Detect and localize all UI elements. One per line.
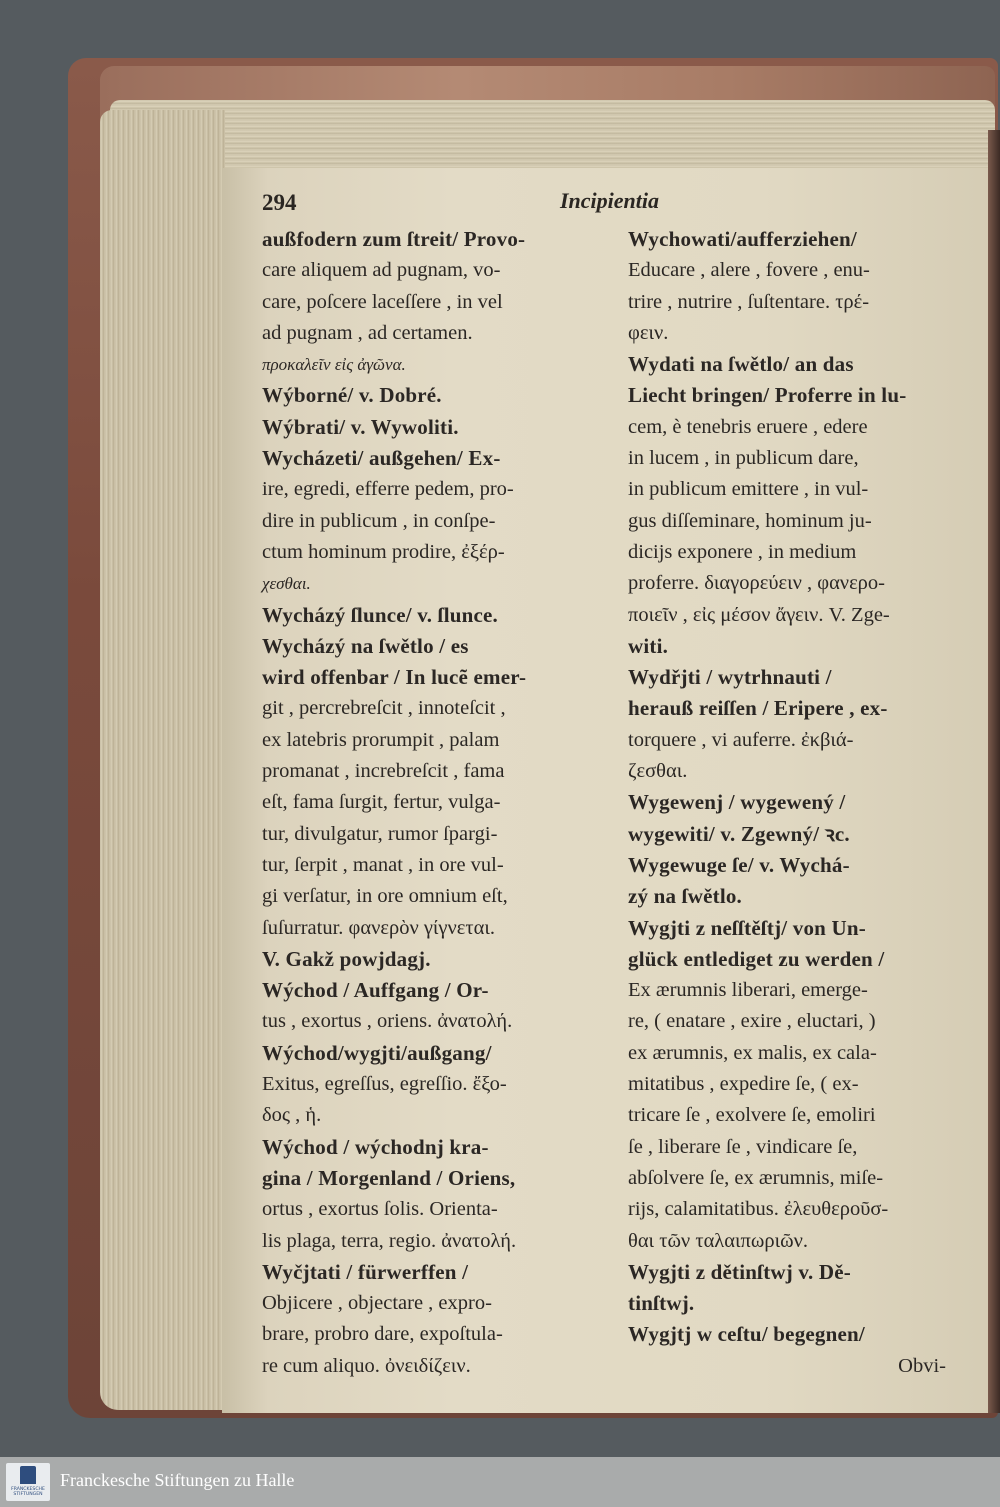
text-line: in lucem , in publicum dare, (628, 447, 859, 470)
text-line: außfodern zum ſtreit/ Provo- (262, 227, 526, 251)
text-line: ire, egredi, efferre pedem, pro- (262, 478, 514, 501)
text-line: Wýchod/wygjti/außgang/ (262, 1040, 492, 1065)
text-line: ποιεῖν , εἰς μέσον ἄγειν. V. Zge- (628, 603, 890, 626)
text-line: gina / Morgenland / Oriens, (262, 1165, 516, 1190)
text-line: Wýborné/ v. Dobré. (262, 383, 442, 408)
text-line: cem, è tenebris eruere , edere (628, 415, 868, 438)
text-line: θαι τῶν ταλαιπωριῶν. (628, 1229, 808, 1252)
text-line: V. Gakž powjdagj. (262, 946, 431, 971)
text-line: Liecht bringen/ Proferre in lu- (628, 383, 907, 408)
page-stack-edge (110, 100, 995, 170)
text-line: Wychowati/aufferziehen/ (628, 227, 857, 251)
text-line: dicijs exponere , in medium (628, 540, 857, 563)
text-line: glück entlediget zu werden / (628, 946, 885, 971)
text-line: care aliquem ad pugnam, vo- (262, 259, 501, 282)
text-line: ortus , exortus ſolis. Orienta- (262, 1198, 498, 1221)
text-line: χεσθαι. (262, 574, 311, 594)
text-line: Ex ærumnis liberari, emerge- (628, 979, 868, 1002)
footer-label: Franckesche Stiftungen zu Halle (60, 1470, 295, 1490)
text-line: Wygewuge ſe/ v. Wychá- (628, 852, 850, 877)
left-column (262, 224, 622, 1382)
text-line: mitatibus , expedire ſe, ( ex- (628, 1073, 859, 1096)
text-line: promanat , increbreſcit , fama (262, 760, 505, 783)
text-line: Wygewenj / wygewený / (628, 790, 846, 815)
text-line: brare, probro dare, expoſtula- (262, 1323, 503, 1346)
text-line: tricare ſe , exolvere ſe, emoliri (628, 1104, 876, 1127)
text-line: φειν. (628, 321, 669, 344)
text-line: ſuſurratur. φανερὸν γίγνεται. (262, 916, 495, 939)
text-line: ex latebris prorumpit , palam (262, 728, 500, 751)
text-line: re cum aliquo. ὀνειδίζειν. (262, 1354, 471, 1377)
institution-logo[interactable] (6, 1463, 50, 1501)
text-line: tinſtwj. (628, 1291, 695, 1316)
text-line: ζεσθαι. (628, 760, 688, 783)
book-fore-edge (100, 110, 225, 1410)
text-line: ſe , liberare ſe , vindicare ſe, (628, 1135, 858, 1158)
text-line: ctum hominum prodire, ἐξέρ- (262, 540, 505, 563)
text-line: Objicere , objectare , expro- (262, 1292, 492, 1315)
text-line: Wycházý ſlunce/ v. ſlunce. (262, 602, 499, 627)
text-line: Wydati na ſwětlo/ an das (628, 352, 854, 377)
text-line: δος , ἡ. (262, 1104, 322, 1127)
text-line: git , percrebreſcit , innoteſcit , (262, 697, 506, 720)
text-line: tur, divulgatur, rumor ſpargi- (262, 822, 498, 845)
footer-bar (0, 1457, 1000, 1507)
text-line: wygewiti/ v. Zgewný/ ꝛc. (628, 821, 850, 846)
logo-text: FRANCKESCHE STIFTUNGEN (11, 1487, 45, 1498)
text-line: Wycházeti/ außgehen/ Ex- (262, 446, 501, 471)
text-line: Wýbrati/ v. Wywoliti. (262, 414, 459, 439)
running-head: Incipientia (560, 188, 660, 213)
text-line: wird offenbar / In lucẽ emer- (262, 665, 527, 690)
text-line: ad pugnam , ad certamen. (262, 321, 473, 344)
text-line: tus , exortus , oriens. ἀνατολή. (262, 1010, 513, 1033)
text-line: lis plaga, terra, regio. ἀνατολή. (262, 1229, 517, 1252)
text-line: Obvi- (898, 1354, 946, 1377)
text-line: Wyčjtati / fürwerffen / (262, 1259, 469, 1284)
text-line: Wygjtj w ceſtu/ begegnen/ (628, 1322, 865, 1347)
text-line: Wygjti z neſſtěſtj/ von Un- (628, 915, 866, 940)
book-gutter (988, 130, 1000, 1413)
text-line: witi. (628, 633, 669, 658)
text-line: rijs, calamitatibus. ἐλευθεροῦσ- (628, 1198, 889, 1221)
text-line: προκαλεῖν εἰς ἀγῶνα. (262, 355, 406, 375)
text-line: abſolvere ſe, ex ærumnis, miſe- (628, 1166, 884, 1189)
page-number: 294 (262, 190, 297, 215)
text-line: Wycházý na ſwětlo / es (262, 633, 469, 658)
text-line: dire in publicum , in conſpe- (262, 509, 496, 532)
text-line: care, poſcere laceſſere , in vel (262, 290, 503, 313)
text-line: Educare , alere , fovere , enu- (628, 259, 870, 282)
text-line: proferre. διαγορεύειν , φανερο- (628, 572, 885, 595)
text-line: in publicum emittere , in vul- (628, 478, 869, 501)
text-line: trire , nutrire , ſuſtentare. τρέ- (628, 290, 870, 313)
text-line: Wygjti z dětinſtwj v. Dě- (628, 1259, 851, 1284)
text-line: Wydřjti / wytrhnauti / (628, 665, 832, 690)
text-line: zý na ſwětlo. (628, 884, 742, 909)
text-line: gi verſatur, in ore omnium eſt, (262, 885, 508, 908)
text-line: tur, ſerpit , manat , in ore vul- (262, 853, 504, 876)
text-line: herauß reiſſen / Eripere , ex- (628, 696, 888, 721)
right-column (628, 224, 976, 1382)
text-line: Wýchod / wýchodnj kra- (262, 1134, 489, 1159)
text-line: re, ( enatare , exire , eluctari, ) (628, 1010, 876, 1033)
text-line: torquere , vi auferre. ἐκβιά- (628, 728, 854, 751)
text-line: ex ærumnis, ex malis, ex cala- (628, 1041, 877, 1064)
text-line: gus diſſeminare, hominum ju- (628, 509, 872, 532)
text-line: Wýchod / Auffgang / Or- (262, 978, 489, 1003)
text-line: eſt, fama ſurgit, fertur, vulga- (262, 791, 501, 814)
text-line: Exitus, egreſſus, egreſſio. ἔξο- (262, 1073, 507, 1096)
building-icon (20, 1466, 36, 1484)
